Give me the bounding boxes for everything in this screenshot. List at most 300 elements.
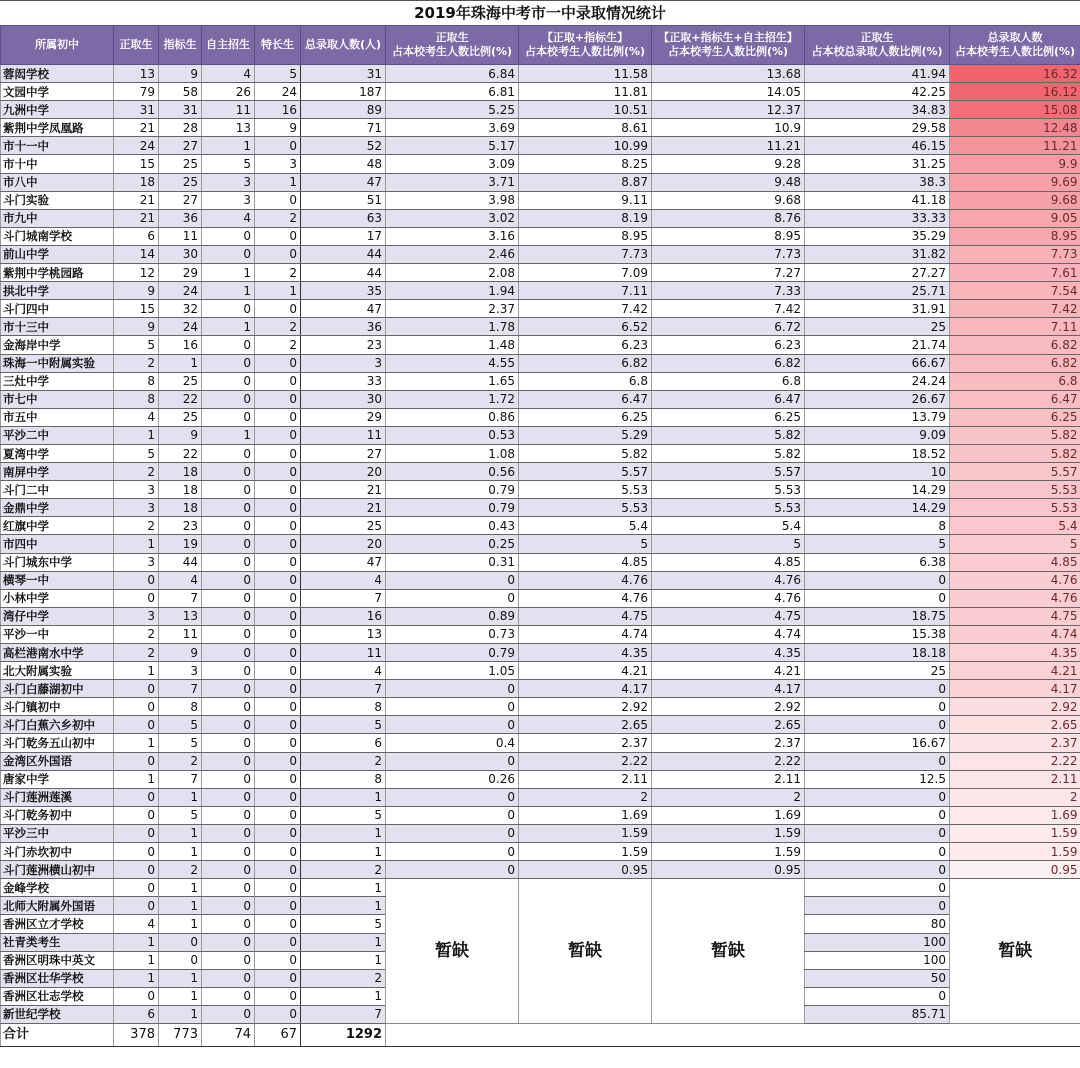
zhengqu-zhibiao-ratio-cell: 4.76 — [519, 589, 652, 607]
techang-count-cell: 0 — [255, 481, 301, 499]
zhengqu-ratio-cell: 0 — [386, 806, 519, 824]
total-admitted-cell: 89 — [301, 101, 386, 119]
admission-table — [0, 25, 1080, 1047]
column-header-title: 正取生 — [860, 31, 894, 44]
total-admitted-cell: 44 — [301, 264, 386, 282]
zhengqu-ratio-cell: 0.4 — [386, 734, 519, 752]
table-row — [1, 607, 1080, 625]
zhengqu-share-ratio-cell: 0 — [805, 716, 950, 734]
school-name-cell: 香洲区立才学校 — [1, 915, 114, 933]
zhibiao-count-cell: 19 — [159, 535, 202, 553]
zizhu-count-cell: 0 — [202, 300, 255, 318]
zhengqu-share-ratio-cell: 18.75 — [805, 607, 950, 625]
techang-count-cell: 0 — [255, 499, 301, 517]
table-row — [1, 101, 1080, 119]
zhengqu-ratio-cell: 0.56 — [386, 463, 519, 481]
zizhu-count-cell: 3 — [202, 191, 255, 209]
techang-count-cell: 3 — [255, 155, 301, 173]
school-name-cell: 斗门镇初中 — [1, 698, 114, 716]
table-row — [1, 426, 1080, 444]
total-ratio-cell: 16.32 — [950, 65, 1080, 83]
total-admitted-cell: 29 — [301, 408, 386, 426]
column-header-title: 特长生 — [261, 38, 294, 51]
column-header — [652, 26, 805, 65]
zhengqu-zhibiao-zizhu-ratio-cell: 1.69 — [652, 806, 805, 824]
school-name-cell: 市十一中 — [1, 137, 114, 155]
total-ratio-cell: 6.25 — [950, 408, 1080, 426]
total-admitted-cell: 63 — [301, 209, 386, 227]
total-admitted-cell: 13 — [301, 625, 386, 643]
zhengqu-zhibiao-ratio-cell: 1.59 — [519, 843, 652, 861]
zhibiao-count-cell: 32 — [159, 300, 202, 318]
zhibiao-count-cell: 22 — [159, 444, 202, 462]
zhengqu-zhibiao-ratio-cell: 7.73 — [519, 245, 652, 263]
zhibiao-count-cell: 1 — [159, 354, 202, 372]
school-name-cell: 平沙一中 — [1, 625, 114, 643]
column-header-title: 【正取+指标生】 — [541, 31, 629, 44]
techang-count-cell: 0 — [255, 245, 301, 263]
total-ratio-cell: 5.82 — [950, 444, 1080, 462]
school-name-cell: 斗门白藤湖初中 — [1, 680, 114, 698]
zhengqu-zhibiao-ratio-cell: 5.53 — [519, 481, 652, 499]
zhibiao-count-cell: 11 — [159, 625, 202, 643]
zhengqu-count-cell: 0 — [114, 680, 159, 698]
school-name-cell: 香洲区壮华学校 — [1, 969, 114, 987]
zizhu-count-cell: 0 — [202, 336, 255, 354]
total-admitted-cell: 7 — [301, 589, 386, 607]
zhengqu-zhibiao-zizhu-ratio-cell: 4.17 — [652, 680, 805, 698]
zizhu-count-cell: 0 — [202, 734, 255, 752]
total-admitted-cell: 1 — [301, 824, 386, 842]
zhengqu-zhibiao-ratio-cell: 5.53 — [519, 499, 652, 517]
zhengqu-zhibiao-ratio-cell: 7.42 — [519, 300, 652, 318]
total-admitted-cell: 7 — [301, 680, 386, 698]
zhengqu-share-ratio-cell: 24.24 — [805, 372, 950, 390]
zhengqu-share-ratio-cell: 0 — [805, 879, 950, 897]
zhengqu-share-ratio-cell: 80 — [805, 915, 950, 933]
techang-count-cell: 0 — [255, 824, 301, 842]
school-name-cell: 拱北中学 — [1, 282, 114, 300]
zhengqu-ratio-cell: 2.08 — [386, 264, 519, 282]
zhengqu-ratio-cell: 0 — [386, 716, 519, 734]
techang-count-cell: 2 — [255, 318, 301, 336]
column-header-subtitle: 占本校考生人数比例(%) — [391, 45, 513, 58]
zhengqu-zhibiao-ratio-cell: 5 — [519, 535, 652, 553]
school-name-cell: 唐家中学 — [1, 770, 114, 788]
techang-count-cell: 16 — [255, 101, 301, 119]
total-ratio-cell: 1.59 — [950, 824, 1080, 842]
table-row — [1, 843, 1080, 861]
zhengqu-share-ratio-cell: 0 — [805, 824, 950, 842]
zhengqu-share-ratio-cell: 14.29 — [805, 481, 950, 499]
zhengqu-share-ratio-cell: 0 — [805, 843, 950, 861]
total-ratio-cell: 2.92 — [950, 698, 1080, 716]
zhengqu-count-cell: 24 — [114, 137, 159, 155]
column-header-subtitle: 占本校总录取人数比例(%) — [811, 45, 943, 58]
zhengqu-share-ratio-cell: 0 — [805, 589, 950, 607]
zhengqu-zhibiao-zizhu-ratio-cell: 6.8 — [652, 372, 805, 390]
table-row — [1, 209, 1080, 227]
zhibiao-count-cell: 5 — [159, 734, 202, 752]
total-admitted-cell: 20 — [301, 535, 386, 553]
table-body — [1, 65, 1080, 1047]
total-label: 合计 — [1, 1023, 114, 1046]
zhengqu-ratio-cell: 3.02 — [386, 209, 519, 227]
table-row — [1, 282, 1080, 300]
zhengqu-zhibiao-ratio-cell: 5.82 — [519, 444, 652, 462]
total-ratio-cell: 4.74 — [950, 625, 1080, 643]
school-name-cell: 金峰学校 — [1, 879, 114, 897]
zhengqu-zhibiao-ratio-cell: 8.61 — [519, 119, 652, 137]
zhengqu-ratio-cell: 1.72 — [386, 390, 519, 408]
total-ratio-cell: 7.61 — [950, 264, 1080, 282]
total-admitted-cell: 35 — [301, 282, 386, 300]
zhengqu-ratio-cell: 0.79 — [386, 644, 519, 662]
techang-count-cell: 0 — [255, 752, 301, 770]
zizhu-count-cell: 0 — [202, 662, 255, 680]
page-title: 2019年珠海中考市一中录取情况统计 — [0, 0, 1080, 25]
zhengqu-ratio-cell: 0 — [386, 680, 519, 698]
zizhu-count-cell: 0 — [202, 481, 255, 499]
total-zizhu: 74 — [202, 1023, 255, 1046]
total-admitted-cell: 51 — [301, 191, 386, 209]
school-name-cell: 南屏中学 — [1, 463, 114, 481]
zizhu-count-cell: 0 — [202, 245, 255, 263]
column-header — [202, 26, 255, 65]
zhibiao-count-cell: 13 — [159, 607, 202, 625]
total-ratio-cell: 1.59 — [950, 843, 1080, 861]
zhengqu-zhibiao-zizhu-ratio-cell: 5 — [652, 535, 805, 553]
zhengqu-share-ratio-cell: 0 — [805, 897, 950, 915]
zhengqu-count-cell: 4 — [114, 915, 159, 933]
total-ratio-cell: 2.37 — [950, 734, 1080, 752]
zhibiao-count-cell: 1 — [159, 879, 202, 897]
zhibiao-count-cell: 25 — [159, 173, 202, 191]
column-header-subtitle: 占本校考生人数比例(%) — [954, 45, 1076, 58]
data-missing-label: 暂缺 — [386, 879, 519, 1024]
total-ratio-cell: 1.69 — [950, 806, 1080, 824]
school-name-cell: 小林中学 — [1, 589, 114, 607]
zizhu-count-cell: 0 — [202, 625, 255, 643]
zhengqu-share-ratio-cell: 38.3 — [805, 173, 950, 191]
techang-count-cell: 0 — [255, 607, 301, 625]
zizhu-count-cell: 1 — [202, 318, 255, 336]
zhengqu-zhibiao-zizhu-ratio-cell: 5.82 — [652, 444, 805, 462]
table-row — [1, 444, 1080, 462]
zizhu-count-cell: 0 — [202, 933, 255, 951]
total-ratio-cell: 5.4 — [950, 517, 1080, 535]
total-ratio-cell: 4.75 — [950, 607, 1080, 625]
total-ratio-cell: 5.82 — [950, 426, 1080, 444]
zhengqu-zhibiao-ratio-cell: 2.65 — [519, 716, 652, 734]
table-row — [1, 752, 1080, 770]
zhengqu-ratio-cell: 3.69 — [386, 119, 519, 137]
school-name-cell: 高栏港南水中学 — [1, 644, 114, 662]
zhengqu-count-cell: 1 — [114, 770, 159, 788]
table-row — [1, 806, 1080, 824]
zhengqu-zhibiao-zizhu-ratio-cell: 8.76 — [652, 209, 805, 227]
zhengqu-count-cell: 0 — [114, 571, 159, 589]
column-header — [1, 26, 114, 65]
techang-count-cell: 0 — [255, 444, 301, 462]
total-admitted-cell: 44 — [301, 245, 386, 263]
total-admitted-cell: 20 — [301, 463, 386, 481]
techang-count-cell: 0 — [255, 589, 301, 607]
column-header-title: 总录取人数(人) — [304, 38, 382, 51]
zhengqu-zhibiao-zizhu-ratio-cell: 12.37 — [652, 101, 805, 119]
school-name-cell: 金鼎中学 — [1, 499, 114, 517]
school-name-cell: 市十三中 — [1, 318, 114, 336]
techang-count-cell: 9 — [255, 119, 301, 137]
zhengqu-count-cell: 5 — [114, 336, 159, 354]
school-name-cell: 湾仔中学 — [1, 607, 114, 625]
school-name-cell: 斗门城南学校 — [1, 227, 114, 245]
zizhu-count-cell: 0 — [202, 915, 255, 933]
zhengqu-count-cell: 2 — [114, 463, 159, 481]
zhengqu-count-cell: 2 — [114, 644, 159, 662]
total-admitted-cell: 5 — [301, 806, 386, 824]
zhengqu-share-ratio-cell: 46.15 — [805, 137, 950, 155]
techang-count-cell: 0 — [255, 716, 301, 734]
column-header-title: 正取生 — [435, 31, 469, 44]
zhibiao-count-cell: 1 — [159, 987, 202, 1005]
zhengqu-zhibiao-zizhu-ratio-cell: 9.48 — [652, 173, 805, 191]
zizhu-count-cell: 0 — [202, 806, 255, 824]
zizhu-count-cell: 0 — [202, 969, 255, 987]
zizhu-count-cell: 1 — [202, 282, 255, 300]
zizhu-count-cell: 0 — [202, 390, 255, 408]
school-name-cell: 斗门莲洲横山初中 — [1, 861, 114, 879]
school-name-cell: 市九中 — [1, 209, 114, 227]
zhibiao-count-cell: 1 — [159, 915, 202, 933]
zhengqu-share-ratio-cell: 100 — [805, 951, 950, 969]
zhengqu-count-cell: 9 — [114, 318, 159, 336]
zhengqu-share-ratio-cell: 0 — [805, 680, 950, 698]
zhibiao-count-cell: 25 — [159, 408, 202, 426]
zhengqu-count-cell: 12 — [114, 264, 159, 282]
total-ratio-cell: 9.68 — [950, 191, 1080, 209]
zhengqu-zhibiao-ratio-cell: 2.92 — [519, 698, 652, 716]
zhengqu-ratio-cell: 5.17 — [386, 137, 519, 155]
table-row — [1, 861, 1080, 879]
table-row — [1, 372, 1080, 390]
table-row — [1, 119, 1080, 137]
zizhu-count-cell: 0 — [202, 354, 255, 372]
zhengqu-ratio-cell: 0.31 — [386, 553, 519, 571]
techang-count-cell: 0 — [255, 1005, 301, 1023]
total-ratio-cell: 9.05 — [950, 209, 1080, 227]
zhengqu-zhibiao-ratio-cell: 7.09 — [519, 264, 652, 282]
total-ratio-cell: 16.12 — [950, 83, 1080, 101]
table-row — [1, 788, 1080, 806]
zizhu-count-cell: 0 — [202, 987, 255, 1005]
total-admitted-cell: 4 — [301, 662, 386, 680]
zhengqu-count-cell: 14 — [114, 245, 159, 263]
table-row — [1, 264, 1080, 282]
zizhu-count-cell: 0 — [202, 607, 255, 625]
techang-count-cell: 0 — [255, 372, 301, 390]
zhengqu-zhibiao-zizhu-ratio-cell: 2 — [652, 788, 805, 806]
zhengqu-share-ratio-cell: 15.38 — [805, 625, 950, 643]
zhengqu-share-ratio-cell: 25 — [805, 662, 950, 680]
zhengqu-count-cell: 1 — [114, 734, 159, 752]
zizhu-count-cell: 0 — [202, 408, 255, 426]
zizhu-count-cell: 1 — [202, 137, 255, 155]
total-ratio-cell: 5.57 — [950, 463, 1080, 481]
zhengqu-zhibiao-ratio-cell: 8.25 — [519, 155, 652, 173]
zhibiao-count-cell: 1 — [159, 969, 202, 987]
zhengqu-zhibiao-zizhu-ratio-cell: 10.9 — [652, 119, 805, 137]
table-row — [1, 318, 1080, 336]
zhengqu-ratio-cell: 0 — [386, 752, 519, 770]
school-name-cell: 蓉闳学校 — [1, 65, 114, 83]
zhibiao-count-cell: 44 — [159, 553, 202, 571]
zhibiao-count-cell: 8 — [159, 698, 202, 716]
zhengqu-share-ratio-cell: 12.5 — [805, 770, 950, 788]
column-header — [386, 26, 519, 65]
table-row — [1, 625, 1080, 643]
total-admitted-cell: 47 — [301, 173, 386, 191]
total-admitted-cell: 21 — [301, 499, 386, 517]
total-ratio-cell: 2 — [950, 788, 1080, 806]
techang-count-cell: 0 — [255, 806, 301, 824]
zizhu-count-cell: 0 — [202, 553, 255, 571]
total-admitted-cell: 30 — [301, 390, 386, 408]
zhengqu-ratio-cell: 0.53 — [386, 426, 519, 444]
total-ratio-cell: 0.95 — [950, 861, 1080, 879]
zhengqu-share-ratio-cell: 16.67 — [805, 734, 950, 752]
total-admitted-cell: 36 — [301, 318, 386, 336]
zhengqu-share-ratio-cell: 41.94 — [805, 65, 950, 83]
zhengqu-zhibiao-ratio-cell: 1.69 — [519, 806, 652, 824]
zizhu-count-cell: 0 — [202, 843, 255, 861]
zhengqu-zhibiao-ratio-cell: 10.99 — [519, 137, 652, 155]
techang-count-cell: 0 — [255, 517, 301, 535]
techang-count-cell: 24 — [255, 83, 301, 101]
zhengqu-ratio-cell: 6.84 — [386, 65, 519, 83]
zhibiao-count-cell: 1 — [159, 824, 202, 842]
techang-count-cell: 5 — [255, 65, 301, 83]
total-ratio-cell: 6.82 — [950, 336, 1080, 354]
zhengqu-ratio-cell: 0 — [386, 824, 519, 842]
zhibiao-count-cell: 5 — [159, 806, 202, 824]
zhibiao-count-cell: 7 — [159, 589, 202, 607]
zhengqu-zhibiao-ratio-cell: 9.11 — [519, 191, 652, 209]
zhengqu-zhibiao-ratio-cell: 5.4 — [519, 517, 652, 535]
zhengqu-zhibiao-ratio-cell: 5.29 — [519, 426, 652, 444]
total-admitted-cell: 1 — [301, 897, 386, 915]
total-admitted-cell: 6 — [301, 734, 386, 752]
total-ratio-cell: 4.35 — [950, 644, 1080, 662]
zhengqu-zhibiao-ratio-cell: 6.25 — [519, 408, 652, 426]
zhibiao-count-cell: 36 — [159, 209, 202, 227]
zhengqu-share-ratio-cell: 5 — [805, 535, 950, 553]
zhengqu-zhibiao-ratio-cell: 6.23 — [519, 336, 652, 354]
total-admitted-cell: 1 — [301, 987, 386, 1005]
total-admitted-cell: 8 — [301, 698, 386, 716]
zhengqu-zhibiao-zizhu-ratio-cell: 5.57 — [652, 463, 805, 481]
zhibiao-count-cell: 2 — [159, 861, 202, 879]
techang-count-cell: 0 — [255, 969, 301, 987]
school-name-cell: 横琴一中 — [1, 571, 114, 589]
zhengqu-zhibiao-zizhu-ratio-cell: 7.42 — [652, 300, 805, 318]
zhengqu-zhibiao-zizhu-ratio-cell: 6.72 — [652, 318, 805, 336]
zizhu-count-cell: 0 — [202, 499, 255, 517]
table-row — [1, 390, 1080, 408]
zhengqu-zhibiao-ratio-cell: 2 — [519, 788, 652, 806]
zhengqu-zhibiao-ratio-cell: 7.11 — [519, 282, 652, 300]
school-name-cell: 斗门赤坎初中 — [1, 843, 114, 861]
zhengqu-share-ratio-cell: 34.83 — [805, 101, 950, 119]
zhengqu-zhibiao-ratio-cell: 6.8 — [519, 372, 652, 390]
table-row — [1, 336, 1080, 354]
zhibiao-count-cell: 7 — [159, 770, 202, 788]
table-row — [1, 770, 1080, 788]
column-header — [159, 26, 202, 65]
zhengqu-share-ratio-cell: 0 — [805, 987, 950, 1005]
zhengqu-zhibiao-ratio-cell: 4.21 — [519, 662, 652, 680]
zhengqu-count-cell: 3 — [114, 481, 159, 499]
zhengqu-zhibiao-zizhu-ratio-cell: 14.05 — [652, 83, 805, 101]
zhengqu-count-cell: 1 — [114, 535, 159, 553]
zhibiao-count-cell: 58 — [159, 83, 202, 101]
zhengqu-ratio-cell: 0.86 — [386, 408, 519, 426]
zhengqu-share-ratio-cell: 25.71 — [805, 282, 950, 300]
zhengqu-count-cell: 21 — [114, 191, 159, 209]
zhengqu-ratio-cell: 1.78 — [386, 318, 519, 336]
total-admitted-cell: 47 — [301, 300, 386, 318]
zhengqu-count-cell: 1 — [114, 426, 159, 444]
zizhu-count-cell: 0 — [202, 535, 255, 553]
total-ratio-cell: 4.85 — [950, 553, 1080, 571]
school-name-cell: 香洲区明珠中英文 — [1, 951, 114, 969]
zhibiao-count-cell: 27 — [159, 137, 202, 155]
total-ratio-cell: 9.69 — [950, 173, 1080, 191]
zhengqu-zhibiao-ratio-cell: 4.74 — [519, 625, 652, 643]
zhibiao-count-cell: 18 — [159, 463, 202, 481]
zhengqu-zhibiao-zizhu-ratio-cell: 2.22 — [652, 752, 805, 770]
table-row — [1, 680, 1080, 698]
zizhu-count-cell: 0 — [202, 879, 255, 897]
table-row — [1, 824, 1080, 842]
zhibiao-count-cell: 16 — [159, 336, 202, 354]
techang-count-cell: 0 — [255, 951, 301, 969]
zhengqu-share-ratio-cell: 100 — [805, 933, 950, 951]
totals-row — [1, 1023, 1080, 1046]
zhengqu-ratio-cell: 1.05 — [386, 662, 519, 680]
zhibiao-count-cell: 0 — [159, 933, 202, 951]
techang-count-cell: 0 — [255, 191, 301, 209]
zhengqu-share-ratio-cell: 14.29 — [805, 499, 950, 517]
total-ratio-cell: 6.82 — [950, 354, 1080, 372]
school-name-cell: 社青类考生 — [1, 933, 114, 951]
zhengqu-share-ratio-cell: 31.82 — [805, 245, 950, 263]
total-ratio-cell: 12.48 — [950, 119, 1080, 137]
total-admitted-cell: 47 — [301, 553, 386, 571]
zizhu-count-cell: 0 — [202, 517, 255, 535]
school-name-cell: 新世纪学校 — [1, 1005, 114, 1023]
zhengqu-count-cell: 3 — [114, 499, 159, 517]
total-admitted-cell: 5 — [301, 716, 386, 734]
zizhu-count-cell: 0 — [202, 227, 255, 245]
zizhu-count-cell: 0 — [202, 897, 255, 915]
zizhu-count-cell: 0 — [202, 463, 255, 481]
zhengqu-ratio-cell: 3.16 — [386, 227, 519, 245]
total-admitted-cell: 8 — [301, 770, 386, 788]
zhibiao-count-cell: 5 — [159, 716, 202, 734]
zhengqu-zhibiao-ratio-cell: 8.87 — [519, 173, 652, 191]
zizhu-count-cell: 0 — [202, 571, 255, 589]
